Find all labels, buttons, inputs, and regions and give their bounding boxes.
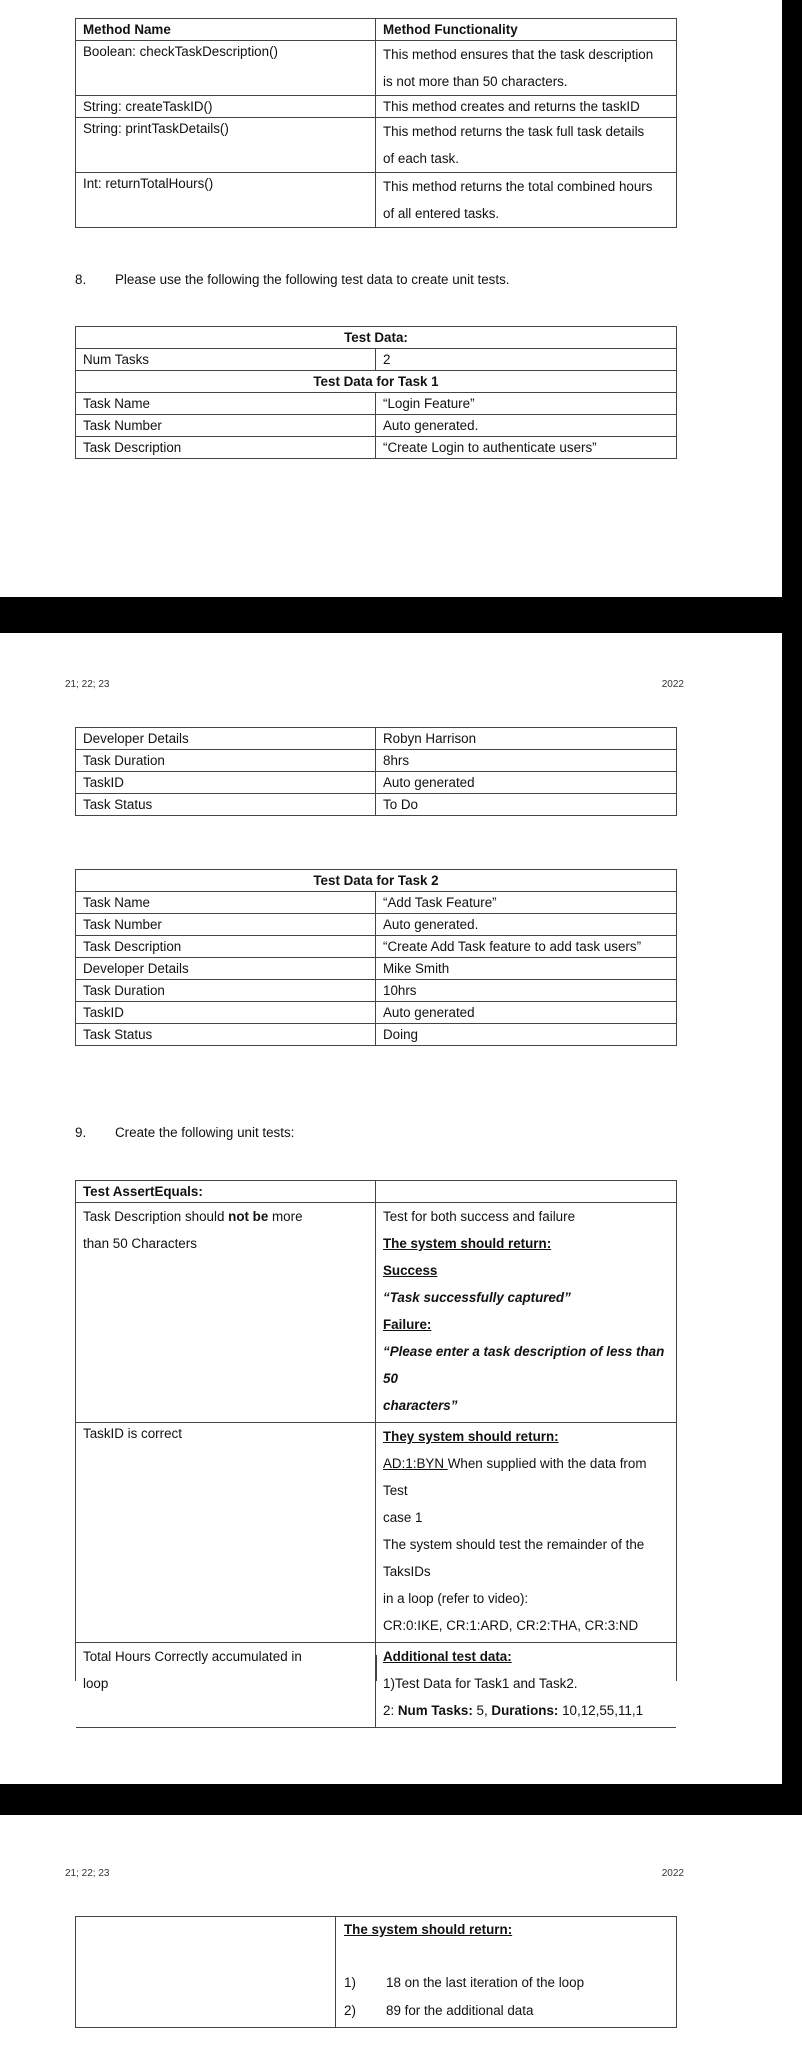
additional-data: 1)Test Data for Task1 and Task2.	[383, 1676, 578, 1691]
table-divider	[75, 1655, 76, 1681]
test-name-emphasis: not be	[228, 1209, 269, 1224]
row-value: 10hrs	[383, 983, 417, 998]
test-instruction: in a loop (refer to video):	[383, 1591, 529, 1606]
row-value: 8hrs	[383, 753, 410, 768]
success-heading: Success	[383, 1263, 438, 1278]
item-number: 8.	[75, 272, 87, 287]
test-data-table	[75, 326, 677, 459]
item-8-paragraph	[75, 272, 510, 287]
additional-data: 5,	[472, 1703, 492, 1718]
table-row	[76, 749, 676, 771]
table-row	[76, 891, 676, 913]
additional-data: 10,12,55,11,1	[558, 1703, 644, 1718]
page-break-band	[0, 597, 802, 633]
row-label: Developer Details	[76, 958, 376, 979]
method-name: Boolean: checkTaskDescription()	[76, 41, 376, 95]
test-name: Task Description should	[83, 1209, 229, 1224]
row-label: Task Name	[76, 393, 376, 414]
table-row	[76, 771, 676, 793]
method-functionality: This method ensures that the task description	[383, 47, 654, 62]
row-label: Task Status	[76, 794, 376, 815]
row-label: Task Number	[76, 914, 376, 935]
methods-table	[75, 18, 677, 228]
row-label: Task Status	[76, 1024, 376, 1045]
table-row	[76, 1202, 676, 1422]
row-value: To Do	[383, 797, 418, 812]
item-9-paragraph	[75, 1125, 294, 1140]
test-name: than 50 Characters	[83, 1236, 197, 1251]
row-label: Task Duration	[76, 750, 376, 771]
expected-taskid: AD:1:BYN	[383, 1456, 448, 1471]
test-name: loop	[83, 1676, 109, 1691]
table-row	[76, 957, 676, 979]
test-instruction: The system should test the remainder of the TaksIDs	[383, 1537, 645, 1579]
expected-taskid-list: CR:0:IKE, CR:1:ARD, CR:2:THA, CR:3:ND	[383, 1618, 639, 1633]
row-label: TaskID	[76, 1002, 376, 1023]
table-row	[76, 728, 676, 749]
page-break-band	[0, 1784, 802, 1815]
table-row	[76, 935, 676, 957]
final-results-table	[75, 1916, 677, 2028]
method-functionality: This method returns the task full task details	[383, 124, 645, 139]
test-instruction: When supplied with the data from Test	[383, 1456, 647, 1498]
test-name: TaskID is correct	[76, 1423, 376, 1642]
row-label: Developer Details	[76, 728, 376, 749]
method-functionality: of each task.	[383, 151, 459, 166]
list-number: 1)	[344, 1975, 356, 1990]
list-text: 89 for the additional data	[386, 2003, 534, 2018]
row-value: Auto generated	[383, 1005, 475, 1020]
list-text: 18 on the last iteration of the loop	[386, 1975, 585, 1990]
success-message: “Task successfully captured”	[383, 1290, 571, 1305]
row-value: “Login Feature”	[383, 396, 475, 411]
table-row	[76, 1001, 676, 1023]
list-number: 2)	[344, 2003, 356, 2018]
unit-tests-table	[75, 1180, 677, 1718]
row-label: Task Description	[76, 936, 376, 957]
table-row	[76, 1422, 676, 1642]
item-text: Please use the following the following test data to create unit tests.	[115, 272, 510, 287]
failure-message: “Please enter a task description of less than 50	[383, 1344, 665, 1386]
method-name: String: createTaskID()	[76, 96, 376, 117]
method-functionality: This method returns the total combined hours	[383, 179, 653, 194]
expected-heading: The system should return:	[344, 1922, 513, 1937]
table-title: Test Data for Task 2	[313, 873, 439, 888]
failure-heading: Failure:	[383, 1317, 432, 1332]
page-header-right: 2022	[661, 1868, 684, 1879]
method-functionality: is not more than 50 characters.	[383, 74, 568, 89]
row-value: Robyn Harrison	[383, 731, 477, 746]
expected-heading: They system should return:	[383, 1429, 559, 1444]
table-row	[76, 117, 676, 172]
list-item	[344, 1969, 668, 1997]
row-label: Task Name	[76, 892, 376, 913]
table-header-row	[76, 19, 676, 40]
task1-continued-table	[75, 727, 677, 816]
method-name: Int: returnTotalHours()	[76, 173, 376, 227]
row-value: Auto generated.	[383, 917, 479, 932]
method-functionality: This method creates and returns the taskID	[383, 99, 640, 114]
table-row	[76, 1023, 676, 1045]
table-divider	[376, 1655, 676, 1681]
method-name: String: printTaskDetails()	[76, 118, 376, 172]
table-row	[76, 392, 676, 414]
additional-data-heading: Additional test data:	[383, 1649, 512, 1664]
table-row	[76, 793, 676, 815]
row-value: Auto generated	[383, 775, 475, 790]
additional-data-key: Num Tasks:	[397, 1703, 473, 1718]
row-value: “Create Login to authenticate users”	[383, 440, 597, 455]
row-value: “Add Task Feature”	[383, 895, 497, 910]
table-row	[76, 40, 676, 95]
page-header-right: 2022	[661, 679, 684, 690]
row-value: Auto generated.	[383, 418, 479, 433]
table-row	[76, 95, 676, 117]
expected-heading: The system should return:	[383, 1236, 552, 1251]
table-subtitle: Test Data for Task 1	[313, 374, 439, 389]
item-text: Create the following unit tests:	[115, 1125, 295, 1140]
test-name: more	[268, 1209, 303, 1224]
row-label: Task Duration	[76, 980, 376, 1001]
additional-data: 2:	[383, 1703, 398, 1718]
failure-message: characters”	[383, 1398, 458, 1413]
page-edge-shadow	[782, 633, 802, 1815]
item-number: 9.	[75, 1125, 87, 1140]
method-functionality: of all entered tasks.	[383, 206, 500, 221]
list-item	[344, 1997, 668, 2025]
row-label: TaskID	[76, 772, 376, 793]
table-title: Test Data:	[344, 330, 408, 345]
table-row	[76, 348, 676, 370]
row-value: Mike Smith	[383, 961, 450, 976]
page-header-left: 21; 22; 23	[65, 679, 110, 690]
test-instruction: case 1	[383, 1510, 423, 1525]
task2-table	[75, 869, 677, 1046]
column-header: Method Functionality	[383, 22, 518, 37]
column-header: Method Name	[76, 19, 376, 40]
table-row	[76, 172, 676, 227]
row-label: Num Tasks	[76, 349, 376, 370]
page-header-left: 21; 22; 23	[65, 1868, 110, 1879]
page-edge-shadow	[782, 0, 802, 597]
additional-data-key: Durations:	[491, 1703, 559, 1718]
row-label: Task Description	[76, 437, 376, 458]
row-value: “Create Add Task feature to add task users”	[383, 939, 642, 954]
row-value: Doing	[383, 1027, 418, 1042]
table-row	[76, 436, 676, 458]
table-row	[76, 414, 676, 436]
column-header: Test AssertEquals:	[76, 1181, 376, 1202]
row-value: 2	[383, 352, 391, 367]
row-label: Task Number	[76, 415, 376, 436]
test-instruction: Test for both success and failure	[383, 1209, 576, 1224]
table-row	[76, 913, 676, 935]
table-row	[76, 979, 676, 1001]
test-name: Total Hours Correctly accumulated in	[83, 1649, 302, 1664]
